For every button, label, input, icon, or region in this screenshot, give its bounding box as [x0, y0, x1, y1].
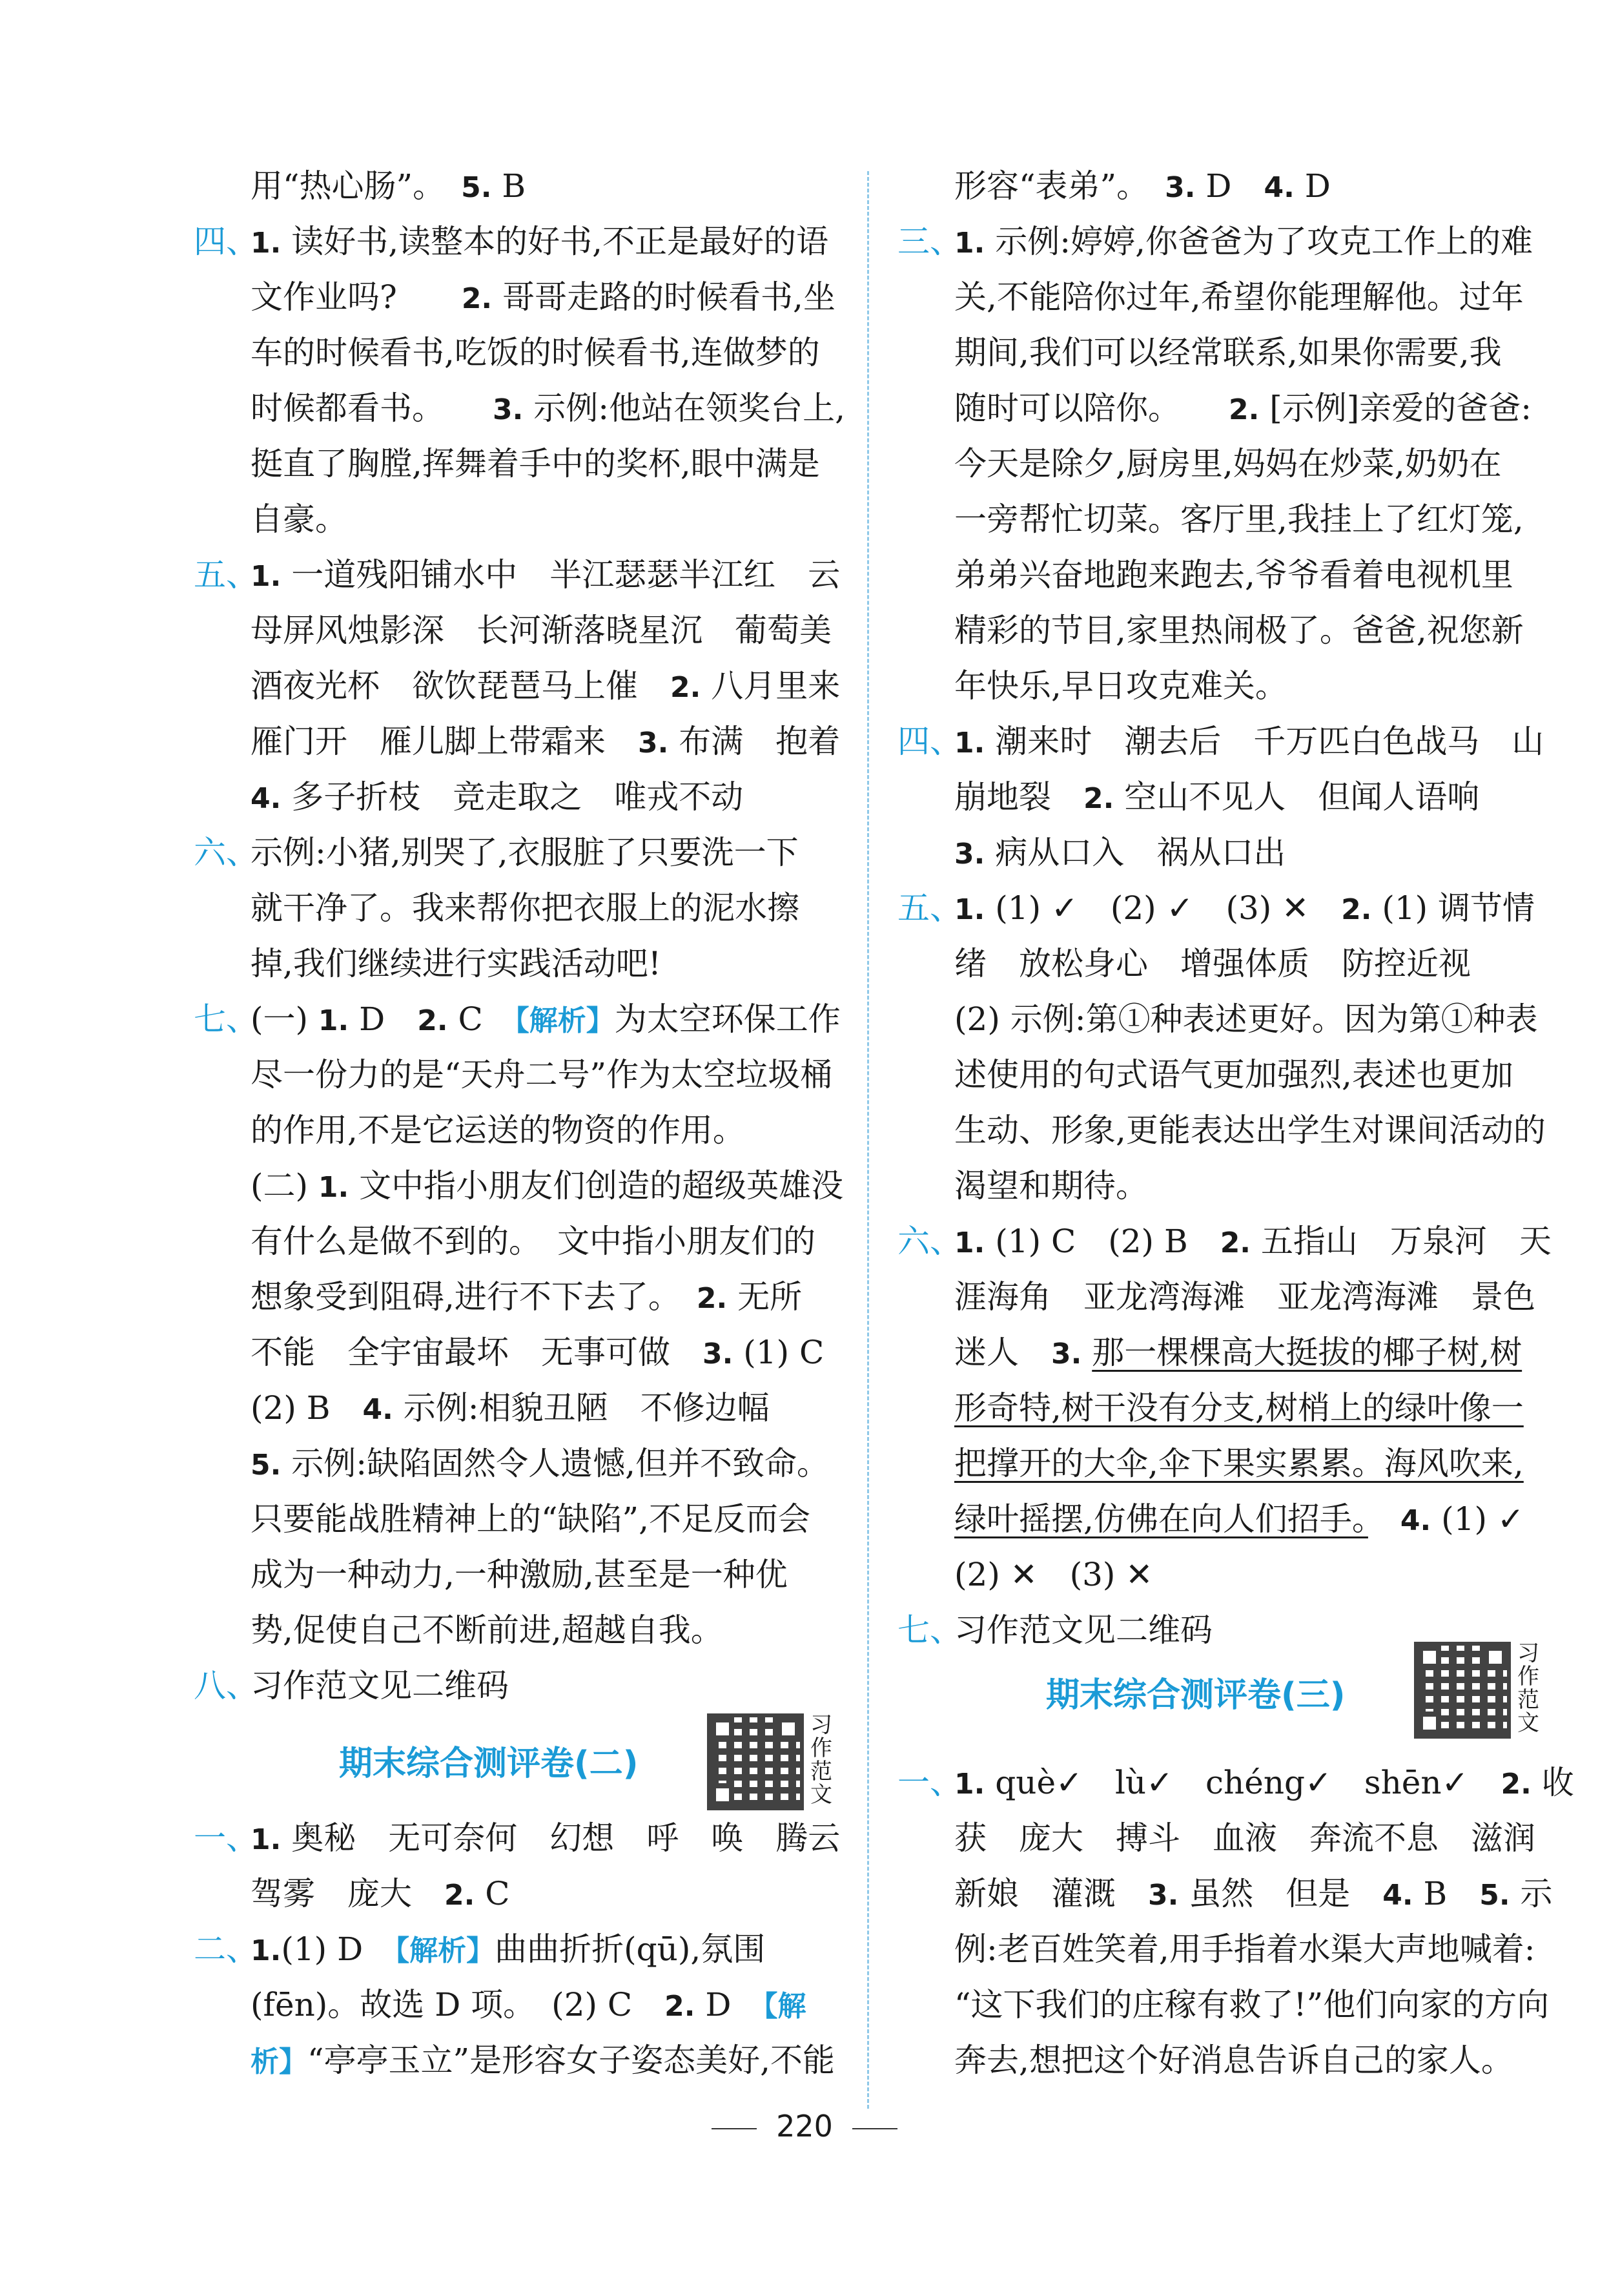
answer-line: 雁门开 雁儿脚上带霜来 3. 布满 抱着	[251, 723, 841, 760]
answer-line: 酒夜光杯 欲饮琵琶马上催 2. 八月里来	[251, 667, 841, 705]
answer-line: 七、(一) 1. D 2. C 【解析】为太空环保工作	[194, 991, 846, 1047]
qr-label: 习作范文	[1517, 1640, 1539, 1736]
answer-line: 精彩的节目,家里热闹极了。爸爸,祝您新	[954, 612, 1524, 649]
answer-line	[897, 1436, 1550, 1491]
answer-line: 就干净了。我来帮你把衣服上的泥水擦	[251, 889, 799, 927]
answer-line: 迷人 3. 那一棵棵高大挺拔的椰子树,树	[954, 1334, 1522, 1371]
answer-line: 4. 多子折枝 竞走取之 唯戎不动	[251, 778, 744, 816]
answer-line: 不能 全宇宙最坏 无事可做 3. (1) C	[251, 1334, 825, 1371]
section-marker: 四、	[897, 723, 962, 760]
answer-line: 涯海角 亚龙湾海滩 亚龙湾海滩 景色	[954, 1278, 1535, 1316]
section-marker: 五、	[897, 889, 962, 927]
underlined-answer: 那一棵棵高大挺拔的椰子树,树	[1092, 1334, 1522, 1371]
answer-line: 崩地裂 2. 空山不见人 但闻人语响	[954, 778, 1480, 816]
qr-code-icon[interactable]	[707, 1713, 804, 1810]
answer-line: 绿叶摇摆,仿佛在向人们招手。 4. (1) ✓	[954, 1500, 1524, 1538]
answer-line: 期间,我们可以经常联系,如果你需要,我	[954, 334, 1502, 371]
answer-line: 时候都看书。 3. 示例:他站在领奖台上,	[251, 389, 845, 427]
answer-line: 车的时候看书,吃饭的时候看书,连做梦的	[251, 334, 820, 371]
section-marker: 二、	[194, 1930, 258, 1968]
answer-line: (fēn)。故选 D 项。 (2) C 2. D 【解	[251, 1986, 806, 2023]
right-column	[897, 158, 1574, 2088]
footer-dash	[852, 2128, 897, 2129]
answer-line: 用“热心肠”。 5. B	[251, 167, 526, 205]
answer-line: (2) 示例:第①种表述更好。因为第①种表	[954, 1000, 1538, 1038]
answer-line: 想象受到阻碍,进行不下去了。 2. 无所	[251, 1278, 803, 1316]
answer-line: 五、1. 一道残阳铺水中 半江瑟瑟半江红 云	[194, 547, 846, 603]
left-column	[194, 158, 846, 2088]
section-marker: 七、	[194, 1000, 258, 1038]
section-marker: 三、	[897, 223, 962, 260]
answer-line: 一、1. 奥秘 无可奈何 幻想 呼 唤 腾云	[194, 1810, 846, 1866]
answer-line: 新娘 灌溉 3. 虽然 但是 4. B 5. 示	[954, 1875, 1553, 1912]
section-marker: 一、	[194, 1819, 258, 1857]
answer-line: 一旁帮忙切菜。客厅里,我挂上了红灯笼,	[954, 501, 1524, 538]
answer-line: 二、1.(1) D 【解析】曲曲折折(qū),氛围	[194, 1921, 846, 1977]
footer-dash	[712, 2128, 757, 2129]
answer-line: 母屏风烛影深 长河渐落晓星沉 葡萄美	[251, 612, 832, 649]
answer-line: 掉,我们继续进行实践活动吧!	[251, 945, 661, 982]
answer-line: 七、习作范文见二维码	[897, 1602, 1550, 1658]
answer-line: 绪 放松身心 增强体质 防控近视	[954, 945, 1471, 982]
qr-code-icon[interactable]	[1414, 1642, 1511, 1739]
answer-line: 势,促使自己不断前进,超越自我。	[251, 1611, 723, 1649]
answer-line: 自豪。	[251, 501, 347, 538]
underlined-answer: 绿叶摇摆,仿佛在向人们招手。	[954, 1500, 1368, 1538]
section-marker: 六、	[194, 834, 258, 871]
answer-line: 关,不能陪你过年,希望你能理解他。过年	[954, 278, 1524, 316]
page-footer	[0, 2109, 1609, 2144]
answer-line: 只要能战胜精神上的“缺陷”,不足反而会	[251, 1500, 811, 1538]
section-heading: 期末综合测评卷(三)	[1046, 1676, 1346, 1715]
answer-line: 五、1. (1) ✓ (2) ✓ (3) ✕ 2. (1) 调节情	[897, 880, 1550, 936]
answer-line: 随时可以陪你。 2. [示例]亲爱的爸爸:	[954, 389, 1532, 427]
section-heading-block	[194, 1713, 846, 1810]
answer-line: 获 庞大 搏斗 血液 奔流不息 滋润	[954, 1819, 1535, 1857]
section-marker: 八、	[194, 1667, 258, 1704]
answer-line: (2) ✕ (3) ✕	[954, 1556, 1153, 1593]
answer-line: 有什么是做不到的。 文中指小朋友们的	[251, 1223, 815, 1260]
answer-line: 八、习作范文见二维码	[194, 1658, 846, 1713]
answer-line: 文作业吗? 2. 哥哥走路的时候看书,坐	[251, 278, 835, 316]
answer-line: 挺直了胸膛,挥舞着手中的奖杯,眼中满是	[251, 445, 820, 482]
answer-line: 弟弟兴奋地跑来跑去,爷爷看着电视机里	[954, 556, 1513, 594]
answer-line: 三、1. 示例:婷婷,你爸爸为了攻克工作上的难	[897, 214, 1550, 269]
answer-line: 尽一份力的是“天舟二号”作为太空垃圾桶	[251, 1056, 833, 1093]
answer-line: 析】“亭亭玉立”是形容女子姿态美好,不能	[251, 2042, 835, 2079]
section-heading: 期末综合测评卷(二)	[339, 1744, 639, 1783]
answer-line: 3. 病从口入 祸从口出	[954, 834, 1286, 871]
answer-line: 的作用,不是它运送的物资的作用。	[251, 1112, 745, 1149]
answer-line: 5. 示例:缺陷固然令人遗憾,但并不致命。	[251, 1445, 829, 1482]
answer-line: 例:老百姓笑着,用手指着水渠大声地喊着:	[954, 1930, 1535, 1968]
underlined-answer: 把撑开的大伞,伞下果实累累。海风吹来,	[954, 1445, 1524, 1482]
answer-line: 今天是除夕,厨房里,妈妈在炒菜,奶奶在	[954, 445, 1502, 482]
column-divider	[867, 171, 869, 2109]
section-heading-block	[897, 1640, 1550, 1755]
answer-line: “这下我们的庄稼有救了!”他们向家的方向	[954, 1986, 1550, 2023]
analysis-tag: 【解析】	[515, 1004, 615, 1037]
underlined-answer: 形奇特,树干没有分支,树梢上的绿叶像一	[954, 1389, 1524, 1427]
answer-line: 一、1. què✓ lù✓ chéng✓ shēn✓ 2. 收	[897, 1755, 1550, 1810]
answer-line: 驾雾 庞大 2. C	[251, 1875, 510, 1912]
section-marker: 五、	[194, 556, 258, 594]
page-number: 220	[776, 2109, 833, 2144]
answer-line: 生动、形象,更能表达出学生对课间活动的	[954, 1112, 1546, 1149]
answer-line	[897, 1380, 1550, 1436]
analysis-tag: 【解	[763, 1990, 806, 2023]
answer-line: 奔去,想把这个好消息告诉自己的家人。	[954, 2042, 1513, 2079]
answer-line: 六、1. (1) C (2) B 2. 五指山 万泉河 天	[897, 1214, 1550, 1269]
answer-line: 六、示例:小猪,别哭了,衣服脏了只要洗一下	[194, 825, 846, 880]
section-marker: 一、	[897, 1764, 962, 1801]
qr-label: 习作范文	[810, 1712, 832, 1808]
section-marker: 六、	[897, 1223, 962, 1260]
analysis-tag: 析】	[251, 2045, 307, 2078]
section-marker: 七、	[897, 1611, 962, 1649]
analysis-tag: 【解析】	[395, 1934, 495, 1967]
answer-line: 成为一种动力,一种激励,甚至是一种优	[251, 1556, 788, 1593]
answer-line: 形容“表弟”。 3. D 4. D	[954, 167, 1331, 205]
answer-line: 四、1. 读好书,读整本的好书,不正是最好的语	[194, 214, 846, 269]
answer-line: 四、1. 潮来时 潮去后 千万匹白色战马 山	[897, 714, 1550, 769]
answer-line: (2) B 4. 示例:相貌丑陋 不修边幅	[251, 1389, 770, 1427]
answer-line: (二) 1. 文中指小朋友们创造的超级英雄没	[251, 1167, 844, 1205]
answer-line: 年快乐,早日攻克难关。	[954, 667, 1287, 705]
section-marker: 四、	[194, 223, 258, 260]
answer-line: 述使用的句式语气更加强烈,表述也更加	[954, 1056, 1513, 1093]
answer-line: 渴望和期待。	[954, 1167, 1148, 1205]
